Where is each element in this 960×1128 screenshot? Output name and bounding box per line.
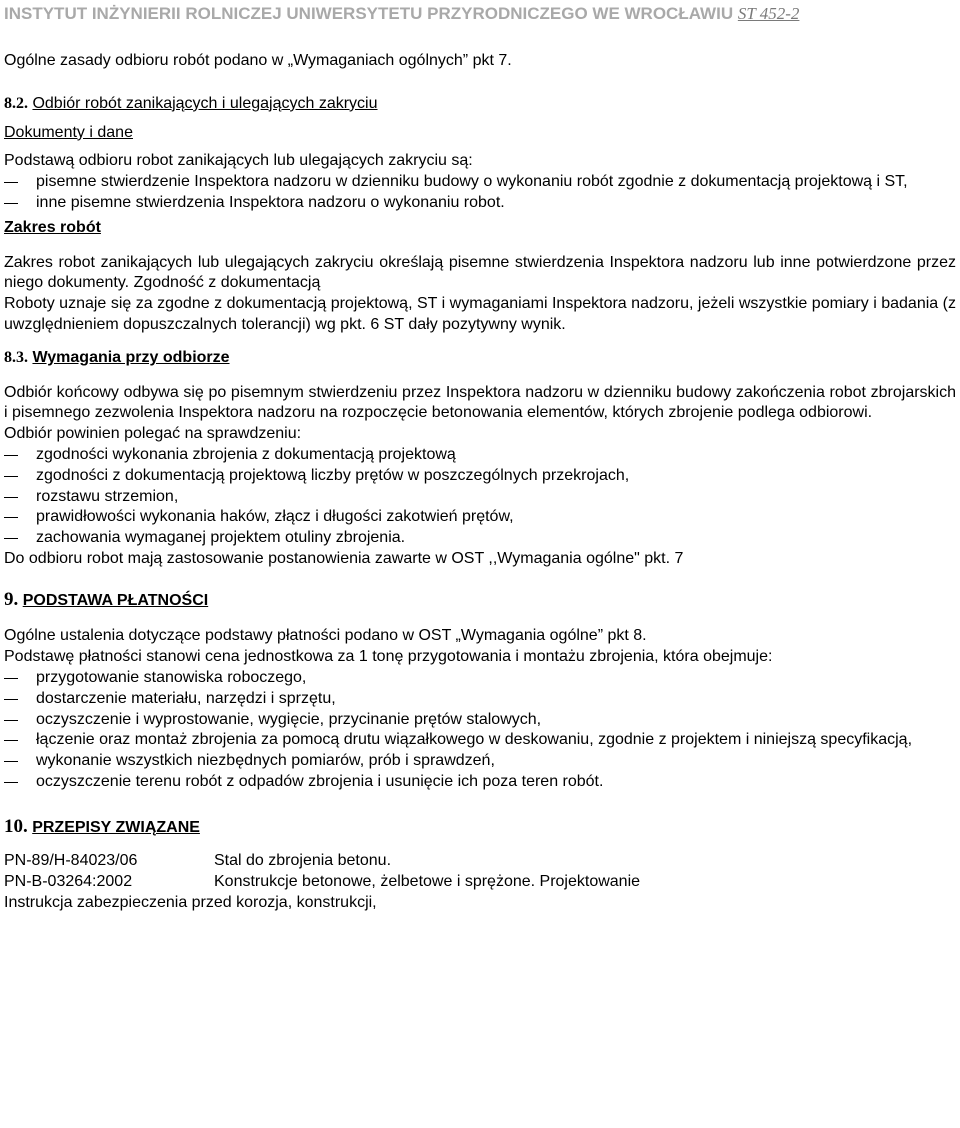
list-item: przygotowanie stanowiska roboczego, xyxy=(4,668,956,689)
acceptance-text: Odbiór końcowy odbywa się po pisemnym stwierdzeniu przez Inspektora nadzoru w dzienniku budowy zakończenia robot zbrojarskich i pisemnego zezwolenia Inspektora nadzoru na rozpoczęcie betonowania elementów, których zbrojenie podlega odbiorowi. xyxy=(4,383,956,422)
intro-text: Ogólne zasady odbioru robót podano w „Wymaganiach ogólnych” pkt 7. xyxy=(4,52,512,69)
acceptance-check-list xyxy=(4,445,956,549)
section-8-3-title: Wymagania przy odbiorze xyxy=(32,348,230,366)
docs-heading: Dokumenty i dane xyxy=(4,123,133,141)
docs-list xyxy=(4,172,956,214)
list-item: rozstawu strzemion, xyxy=(4,487,956,508)
section-8-2-title: Odbiór robót zanikających i ulegających zakryciu xyxy=(32,94,378,112)
reference-row xyxy=(4,851,956,872)
scope-text xyxy=(4,253,956,295)
reference-description: Konstrukcje betonowe, żelbetowe i sprężone. Projektowanie xyxy=(214,873,641,891)
reference-last-line: Instrukcja zabezpieczenia przed korozja, konstrukcji, xyxy=(4,894,377,912)
reference-row xyxy=(4,872,956,893)
section-10-heading xyxy=(4,815,956,840)
list-item: zachowania wymaganej projektem otuliny zbrojenia. xyxy=(4,528,956,549)
list-item: inne pisemne stwierdzenia Inspektora nadzoru o wykonaniu robot. xyxy=(4,193,956,214)
list-item: oczyszczenie terenu robót z odpadów zbrojenia i usunięcie ich poza teren robót. xyxy=(4,772,956,793)
header-institute: INSTYTUT INŻYNIERII ROLNICZEJ UNIWERSYTETU PRZYRODNICZEGO WE WROCŁAWIU xyxy=(4,4,734,23)
payment-general-text: Ogólne ustalenia dotyczące podstawy płatności podano w OST „Wymagania ogólne” pkt 8. xyxy=(4,627,647,645)
list-item: wykonanie wszystkich niezbędnych pomiarów, prób i sprawdzeń, xyxy=(4,751,956,772)
reference-description: Stal do zbrojenia betonu. xyxy=(214,852,392,870)
page-header xyxy=(4,0,956,33)
docs-intro: Podstawą odbioru robot zanikających lub ulegających zakryciu są: xyxy=(4,152,473,170)
acceptance-rules-text: Do odbioru robot mają zastosowanie postanowienia zawarte w OST ,,Wymagania ogólne" pkt. 7 xyxy=(4,549,684,567)
section-8-2-number: 8.2. xyxy=(4,94,28,112)
scope-heading: Zakres robót xyxy=(4,218,101,236)
section-9-title: PODSTAWA PŁATNOŚCI xyxy=(22,591,209,609)
header-spec-code: ST 452-2 xyxy=(737,4,800,23)
conformity-text: Roboty uznaje się za zgodne z dokumentacją projektową, ST i wymaganiami Inspektora nadzoru, jeżeli wszystkie pomiary i badania (z uwzględnieniem dopuszczalnych tolerancji) wg pkt. 6 ST dały pozytywny wynik. xyxy=(4,295,956,333)
section-10-number: 10. xyxy=(4,815,28,837)
list-item: zgodności wykonania zbrojenia z dokumentacją projektową xyxy=(4,445,956,466)
reference-code: PN-B-03264:2002 xyxy=(4,873,133,891)
list-item: łączenie oraz montaż zbrojenia za pomocą drutu wiązałkowego w deskowaniu, zgodnie z projektem i niniejszą specyfikacją, xyxy=(4,730,956,751)
scope-text-1: Zakres robot zanikających lub ulegających zakryciu określają pisemne stwierdzenia Inspektora nadzoru lub inne potwierdzone przez niego dokumenty. xyxy=(4,253,956,292)
acceptance-check-intro: Odbiór powinien polegać na sprawdzeniu: xyxy=(4,425,302,443)
payment-basis-text: Podstawę płatności stanowi cena jednostkowa za 1 tonę przygotowania i montażu zbrojenia, która obejmuje: xyxy=(4,648,773,666)
section-9-heading xyxy=(4,588,956,613)
scope-text-2: Zgodność z dokumentacją xyxy=(133,274,321,292)
section-8-3-heading xyxy=(4,348,956,369)
section-8-2-heading xyxy=(4,94,956,115)
payment-items-list xyxy=(4,668,956,793)
section-8-3-number: 8.3. xyxy=(4,348,28,366)
list-item: pisemne stwierdzenie Inspektora nadzoru w dzienniku budowy o wykonaniu robót zgodnie z dokumentacją projektową i ST, xyxy=(4,172,956,193)
section-10-title: PRZEPISY ZWIĄZANE xyxy=(32,818,200,836)
references-list xyxy=(4,851,956,913)
list-item: dostarczenie materiału, narzędzi i sprzętu, xyxy=(4,689,956,710)
list-item: zgodności z dokumentacją projektową liczby prętów w poszczególnych przekrojach, xyxy=(4,466,956,487)
reference-code: PN-89/H-84023/06 xyxy=(4,852,138,870)
section-9-number: 9. xyxy=(4,588,19,610)
list-item: oczyszczenie i wyprostowanie, wygięcie, przycinanie prętów stalowych, xyxy=(4,710,956,731)
list-item: prawidłowości wykonania haków, złącz i długości zakotwień prętów, xyxy=(4,507,956,528)
